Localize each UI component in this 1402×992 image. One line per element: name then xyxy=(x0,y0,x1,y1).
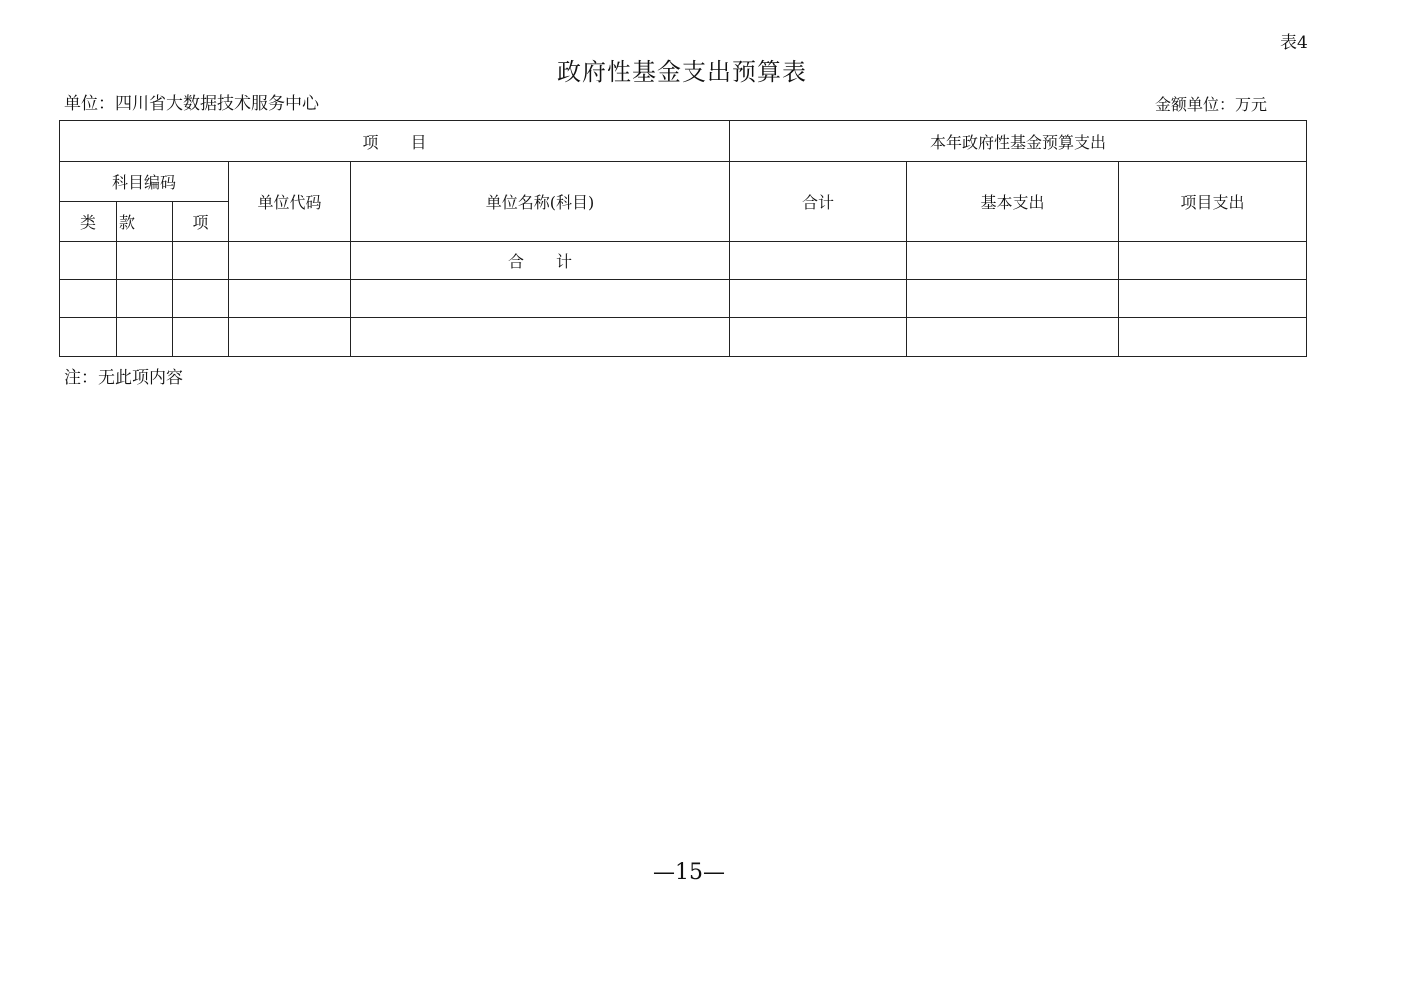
page-number: —15— xyxy=(653,860,725,885)
class-header: 类 xyxy=(60,202,117,242)
basic-cell xyxy=(907,280,1119,318)
footnote: 注：无此项内容 xyxy=(64,368,183,388)
total-cell xyxy=(730,280,907,318)
item-header: 项 xyxy=(173,202,229,242)
table-row xyxy=(60,280,1307,318)
page-title: 政府性基金支出预算表 xyxy=(557,58,807,86)
table-row xyxy=(60,242,1307,280)
unit-name-cell: 合 计 xyxy=(351,242,730,280)
class-cell xyxy=(60,280,117,318)
section-header: 款 xyxy=(117,202,173,242)
unit-name-cell xyxy=(351,280,730,318)
class-cell xyxy=(60,242,117,280)
item-cell xyxy=(173,318,229,357)
budget-group-header: 本年政府性基金预算支出 xyxy=(730,121,1307,162)
total-cell xyxy=(730,242,907,280)
unit-label: 单位：四川省大数据技术服务中心 xyxy=(64,94,319,114)
column-header-row xyxy=(60,162,1307,202)
item-cell xyxy=(173,242,229,280)
amount-unit-label: 金额单位：万元 xyxy=(1155,95,1268,114)
subject-code-header: 科目编码 xyxy=(60,162,229,202)
item-cell xyxy=(173,280,229,318)
budget-table xyxy=(59,120,1307,357)
unit-code-cell xyxy=(229,242,351,280)
unit-name-header: 单位名称(科目) xyxy=(351,162,730,242)
unit-name-cell xyxy=(351,318,730,357)
basic-cell xyxy=(907,318,1119,357)
basic-cell xyxy=(907,242,1119,280)
unit-code-header: 单位代码 xyxy=(229,162,351,242)
total-header: 合计 xyxy=(730,162,907,242)
group-header-row xyxy=(60,121,1307,162)
table-row xyxy=(60,318,1307,357)
unit-code-cell xyxy=(229,318,351,357)
project-expenditure-header: 项目支出 xyxy=(1119,162,1307,242)
section-cell xyxy=(117,280,173,318)
project-cell xyxy=(1119,242,1307,280)
class-cell xyxy=(60,318,117,357)
table-number: 表4 xyxy=(1280,33,1308,53)
project-cell xyxy=(1119,318,1307,357)
item-group-header: 项 目 xyxy=(60,121,730,162)
project-cell xyxy=(1119,280,1307,318)
unit-code-cell xyxy=(229,280,351,318)
total-cell xyxy=(730,318,907,357)
section-cell xyxy=(117,318,173,357)
section-cell xyxy=(117,242,173,280)
basic-expenditure-header: 基本支出 xyxy=(907,162,1119,242)
